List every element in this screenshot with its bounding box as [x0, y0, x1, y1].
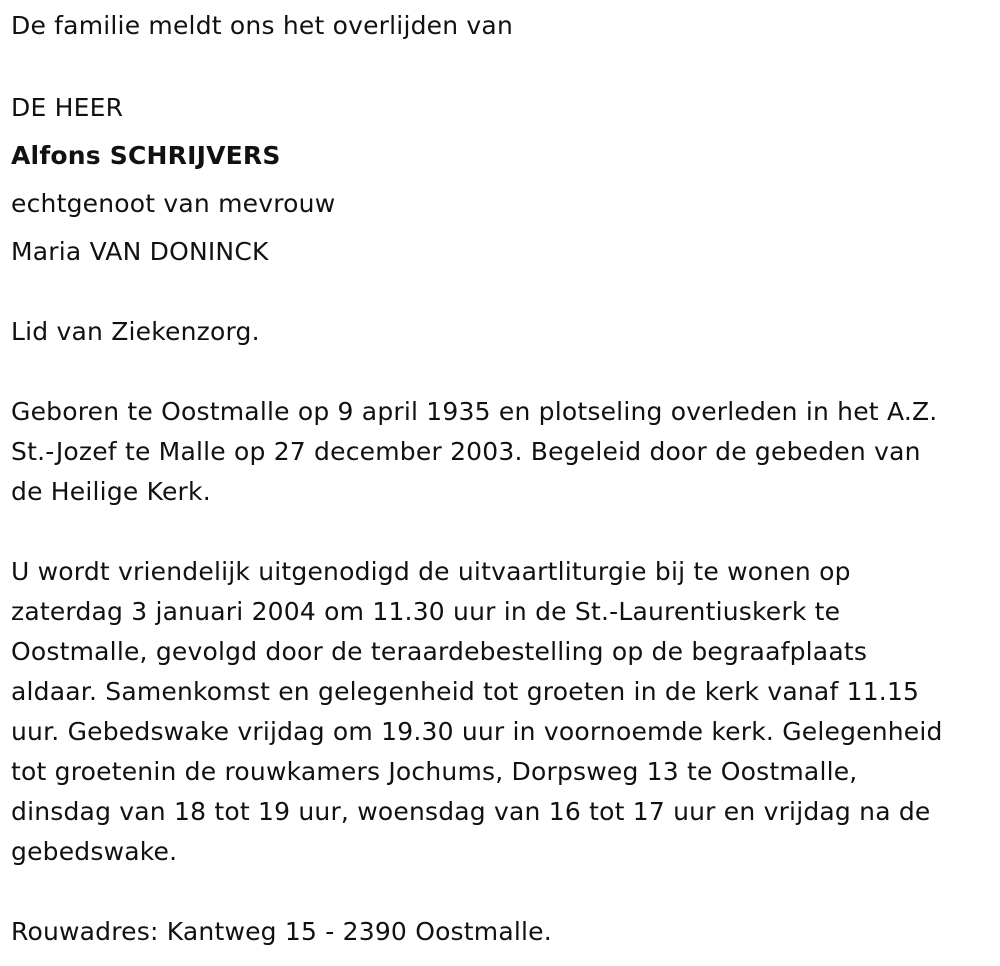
honorific: DE HEER [11, 93, 124, 122]
paragraph-line: de Heilige Kerk. [11, 477, 211, 506]
paragraph-line: U wordt vriendelijk uitgenodigd de uitvaartliturgie bij te wonen op [11, 557, 851, 586]
mourning-address: Rouwadres: Kantweg 15 - 2390 Oostmalle. [11, 917, 552, 946]
paragraph-line: dinsdag van 18 tot 19 uur, woensdag van 16 tot 17 uur en vrijdag na de [11, 797, 931, 826]
paragraph-line: aldaar. Samenkomst en gelegenheid tot groeten in de kerk vanaf 11.15 [11, 677, 920, 706]
death-notice [11, 0, 989, 952]
paragraph-line: uur. Gebedswake vrijdag om 19.30 uur in voornoemde kerk. Gelegenheid [11, 717, 943, 746]
relation-text: echtgenoot van mevrouw [11, 189, 336, 218]
birth-death-paragraph [11, 392, 989, 512]
intro-text: De familie meldt ons het overlijden van [11, 11, 513, 40]
paragraph-line: gebedswake. [11, 837, 178, 866]
paragraph-line: tot groetenin de rouwkamers Jochums, Dorpsweg 13 te Oostmalle, [11, 757, 858, 786]
funeral-paragraph [11, 552, 989, 872]
paragraph-line: St.-Jozef te Malle op 27 december 2003. Begeleid door de gebeden van [11, 437, 921, 466]
membership-text: Lid van Ziekenzorg. [11, 317, 260, 346]
paragraph-line: zaterdag 3 januari 2004 om 11.30 uur in de St.-Laurentiuskerk te [11, 597, 841, 626]
spouse-name: Maria VAN DONINCK [11, 237, 269, 266]
deceased-name: Alfons SCHRIJVERS [11, 141, 281, 170]
paragraph-line: Oostmalle, gevolgd door de teraardebestelling op de begraafplaats [11, 637, 868, 666]
paragraph-line: Geboren te Oostmalle op 9 april 1935 en plotseling overleden in het A.Z. [11, 397, 938, 426]
